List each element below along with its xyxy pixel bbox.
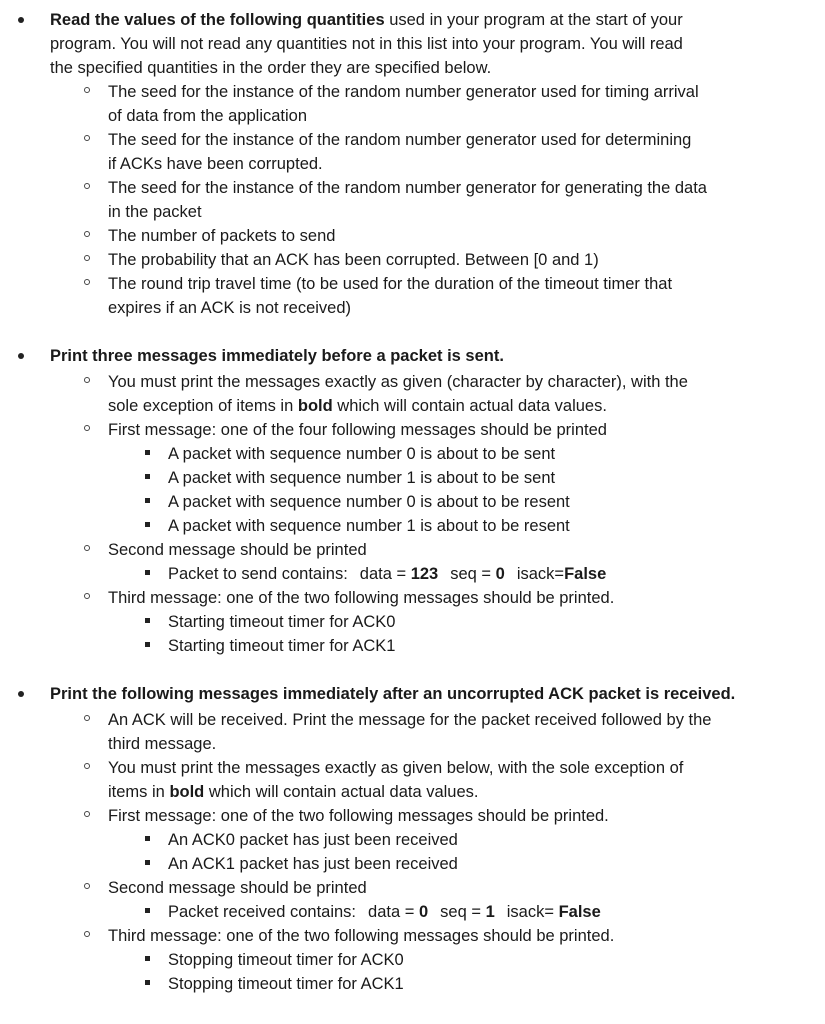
list-item: First message: one of the two following messages should be printed.: [108, 807, 609, 825]
seq-value: 1: [485, 903, 495, 921]
list-item-continuation: expires if an ACK is not received): [108, 299, 352, 317]
isack-value: False: [564, 565, 607, 583]
section1-heading-line: [50, 8, 683, 32]
list-item-continuation: of data from the application: [108, 107, 308, 125]
bullet-circle-icon: [84, 377, 90, 383]
text-run: seq =: [450, 565, 496, 583]
sub-list-item: An ACK0 packet has just been received: [168, 831, 458, 849]
data-value: 123: [410, 565, 439, 583]
sub-list-item: Starting timeout timer for ACK0: [168, 613, 396, 631]
bullet-square-icon: [145, 836, 150, 841]
list-item: The probability that an ACK has been corrupted. Between [0 and 1): [108, 251, 599, 269]
text-run: sole exception of items in: [108, 397, 298, 415]
list-item: Second message should be printed: [108, 879, 367, 897]
sub-list-item: Stopping timeout timer for ACK1: [168, 975, 404, 993]
bullet-circle-icon: [84, 763, 90, 769]
sub-list-item: A packet with sequence number 0 is about to be sent: [168, 445, 556, 463]
text-run: isack=: [516, 565, 565, 583]
packet-message-line: [168, 562, 606, 586]
bullet-dot-icon: [18, 353, 24, 359]
bullet-circle-icon: [84, 883, 90, 889]
bullet-square-icon: [145, 956, 150, 961]
sub-list-item: An ACK1 packet has just been received: [168, 855, 458, 873]
list-item: Third message: one of the two following messages should be printed.: [108, 927, 615, 945]
text-run: which will contain actual data values.: [204, 783, 479, 801]
sub-list-item: Starting timeout timer for ACK1: [168, 637, 396, 655]
text-run: isack=: [506, 903, 559, 921]
list-item: You must print the messages exactly as given (character by character), with the: [108, 373, 688, 391]
bullet-circle-icon: [84, 231, 90, 237]
section1-heading-rest: used in your program at the start of your: [384, 11, 683, 29]
bullet-circle-icon: [84, 425, 90, 431]
sub-list-item: A packet with sequence number 1 is about to be sent: [168, 469, 556, 487]
section2-heading: Print three messages immediately before a packet is sent.: [50, 347, 504, 365]
text-run: Packet to send contains:: [168, 565, 348, 583]
sub-list-item: A packet with sequence number 0 is about to be resent: [168, 493, 570, 511]
bullet-circle-icon: [84, 87, 90, 93]
isack-value: False: [558, 903, 601, 921]
list-item: The seed for the instance of the random number generator used for timing arrival: [108, 83, 699, 101]
list-item-continuation: if ACKs have been corrupted.: [108, 155, 323, 173]
data-value: 0: [418, 903, 429, 921]
section1-text-line: program. You will not read any quantities not in this list into your program. You will read: [50, 35, 683, 53]
list-item: The number of packets to send: [108, 227, 336, 245]
text-run: seq =: [440, 903, 486, 921]
list-item-continuation: [108, 780, 479, 804]
bullet-circle-icon: [84, 715, 90, 721]
list-item: First message: one of the four following messages should be printed: [108, 421, 607, 439]
sub-list-item: Stopping timeout timer for ACK0: [168, 951, 404, 969]
text-run: which will contain actual data values.: [332, 397, 607, 415]
bullet-circle-icon: [84, 135, 90, 141]
section3-heading: Print the following messages immediately after an uncorrupted ACK packet is received.: [50, 685, 736, 703]
list-item: Third message: one of the two following messages should be printed.: [108, 589, 615, 607]
text-run: data =: [368, 903, 419, 921]
bullet-square-icon: [145, 618, 150, 623]
bold-word: bold: [297, 397, 333, 415]
bullet-square-icon: [145, 642, 150, 647]
seq-value: 0: [495, 565, 505, 583]
text-run: data =: [359, 565, 411, 583]
text-run: items in: [108, 783, 170, 801]
bullet-square-icon: [145, 908, 150, 913]
list-item-continuation: [108, 394, 607, 418]
bullet-circle-icon: [84, 255, 90, 261]
list-item: You must print the messages exactly as given below, with the sole exception of: [108, 759, 684, 777]
bullet-circle-icon: [84, 183, 90, 189]
list-item-continuation: third message.: [108, 735, 217, 753]
bullet-square-icon: [145, 570, 150, 575]
list-item: The seed for the instance of the random number generator for generating the data: [108, 179, 707, 197]
text-run: Packet received contains:: [168, 903, 357, 921]
bullet-circle-icon: [84, 279, 90, 285]
list-item: The round trip travel time (to be used for the duration of the timeout timer that: [108, 275, 673, 293]
list-item: The seed for the instance of the random number generator used for determining: [108, 131, 692, 149]
bullet-square-icon: [145, 860, 150, 865]
bold-word: bold: [169, 783, 205, 801]
section1-heading: Read the values of the following quantities: [50, 11, 385, 29]
bullet-circle-icon: [84, 811, 90, 817]
bullet-square-icon: [145, 522, 150, 527]
list-item-continuation: in the packet: [108, 203, 202, 221]
bullet-dot-icon: [18, 17, 24, 23]
bullet-circle-icon: [84, 545, 90, 551]
bullet-dot-icon: [18, 691, 24, 697]
bullet-square-icon: [145, 474, 150, 479]
list-item: An ACK will be received. Print the message for the packet received followed by the: [108, 711, 712, 729]
sub-list-item: A packet with sequence number 1 is about to be resent: [168, 517, 570, 535]
bullet-circle-icon: [84, 931, 90, 937]
packet-message-line: [168, 900, 601, 924]
bullet-square-icon: [145, 980, 150, 985]
bullet-square-icon: [145, 450, 150, 455]
bullet-circle-icon: [84, 593, 90, 599]
bullet-square-icon: [145, 498, 150, 503]
section1-text-line: the specified quantities in the order they are specified below.: [50, 59, 492, 77]
list-item: Second message should be printed: [108, 541, 367, 559]
